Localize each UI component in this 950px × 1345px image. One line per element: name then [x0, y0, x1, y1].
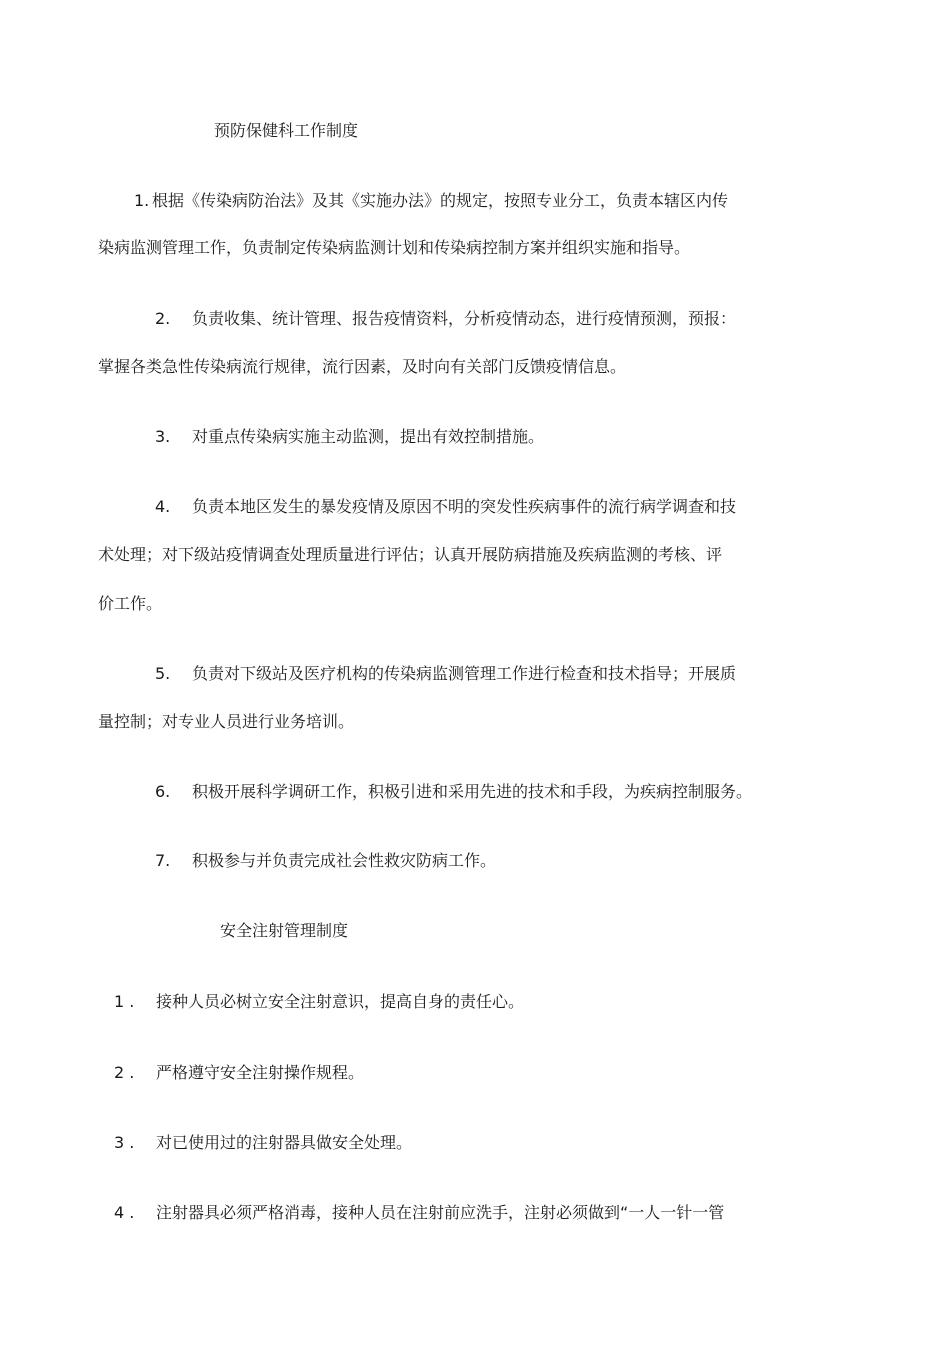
item-number: 4 .	[114, 1203, 135, 1222]
item-number: 2 .	[114, 1063, 135, 1082]
item-number: 3 .	[114, 1133, 135, 1152]
item-text-line: 对已使用过的注射器具做安全处理。	[156, 1133, 413, 1152]
item-text-line: 量控制；对专业人员进行业务培训。	[98, 712, 355, 731]
item-text-line: 负责对下级站及医疗机构的传染病监测管理工作进行检查和技术指导；开展质	[192, 664, 737, 683]
item-number: 3.	[155, 427, 171, 446]
item-text-line: 积极参与并负责完成社会性救灾防病工作。	[192, 851, 497, 870]
item-number: 2.	[155, 309, 171, 328]
item-text-line: 注射器具必须严格消毒，接种人员在注射前应洗手，注射必须做到“一人一针一管	[156, 1203, 725, 1222]
item-text-line: 价工作。	[98, 594, 163, 613]
item-number: 5.	[155, 664, 171, 683]
section-title-safe-injection: 安全注射管理制度	[220, 921, 349, 940]
section-title-prevention: 预防保健科工作制度	[214, 121, 359, 140]
item-text-line: 染病监测管理工作，负责制定传染病监测计划和传染病控制方案并组织实施和指导。	[98, 238, 691, 257]
item-text-line: 根据《传染病防治法》及其《实施办法》的规定，按照专业分工，负责本辖区内传	[152, 191, 729, 210]
item-number: 6.	[155, 782, 171, 801]
item-text-line: 掌握各类急性传染病流行规律，流行因素，及时向有关部门反馈疫情信息。	[98, 357, 627, 376]
item-text-line: 对重点传染病实施主动监测，提出有效控制措施。	[192, 427, 545, 446]
item-text-line: 严格遵守安全注射操作规程。	[156, 1063, 365, 1082]
item-text-line: 负责收集、统计管理、报告疫情资料，分析疫情动态，进行疫情预测，预报：	[192, 309, 737, 328]
item-text-line: 术处理；对下级站疫情调查处理质量进行评估；认真开展防病措施及疾病监测的考核、评	[98, 545, 723, 564]
item-number: 7.	[155, 851, 171, 870]
item-number: 4.	[155, 497, 171, 516]
item-text-line: 负责本地区发生的暴发疫情及原因不明的突发性疾病事件的流行病学调查和技	[192, 497, 737, 516]
item-text-line: 接种人员必树立安全注射意识，提高自身的责任心。	[156, 992, 525, 1011]
item-number: 1 .	[114, 992, 135, 1011]
item-text-line: 积极开展科学调研工作，积极引进和采用先进的技术和手段，为疾病控制服务。	[192, 782, 753, 801]
item-number: 1.	[134, 191, 150, 210]
